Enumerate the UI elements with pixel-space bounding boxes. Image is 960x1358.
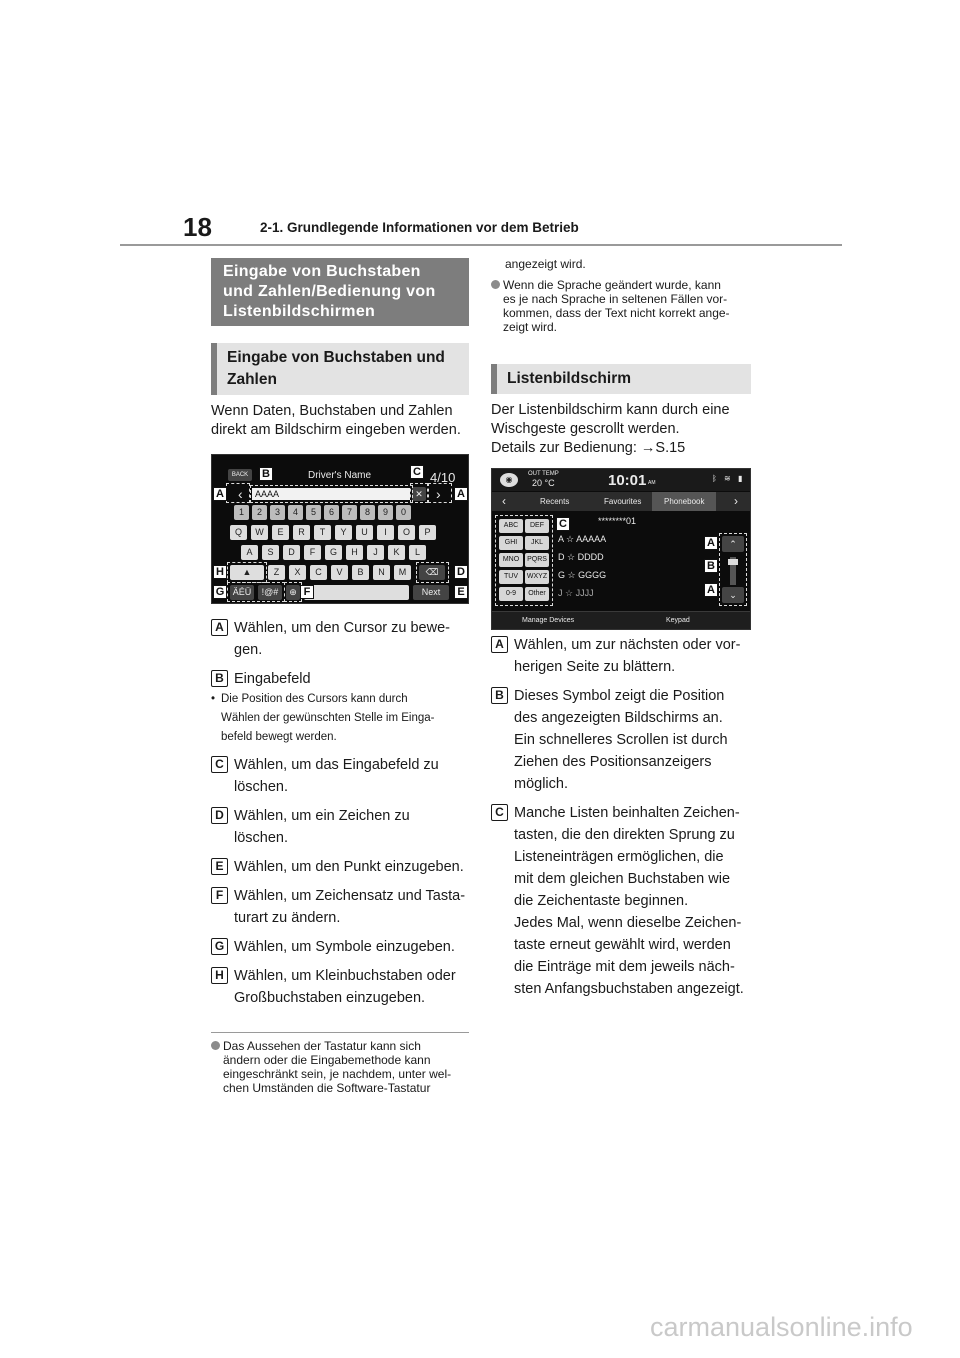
key-v[interactable]: V	[331, 565, 348, 580]
key-3[interactable]: 3	[270, 505, 285, 520]
key-o[interactable]: O	[398, 525, 415, 540]
key-b[interactable]: B	[352, 565, 369, 580]
tab-phonebook[interactable]: Phonebook	[664, 497, 705, 506]
callout-line: Eingabefeld	[234, 671, 311, 687]
clear-field-icon[interactable]: ✕	[412, 487, 426, 501]
note-line: kommen, dass der Text nicht korrekt ange-	[503, 306, 730, 320]
keyboard-screenshot	[211, 454, 469, 604]
globe-icon[interactable]: ⊕	[286, 585, 300, 600]
badge-c: C	[410, 465, 424, 479]
callout-b	[211, 668, 469, 690]
callout-line: Jedes Mal, wenn dieselbe Zeichen-	[514, 915, 742, 931]
callout-box-c-list	[495, 515, 553, 606]
right-callout-list	[491, 634, 751, 1000]
callout-badge: E	[211, 858, 228, 875]
list-item[interactable]: A ☆ AAAAA	[558, 534, 607, 544]
callout-line: Wählen, um Kleinbuchstaben oder	[234, 968, 456, 984]
callout-line: Wählen, um Zeichensatz und Tasta-	[234, 888, 466, 904]
letter-button-ghi[interactable]: GHI	[499, 536, 523, 550]
callout-line: Ziehen des Positionsanzeigers	[514, 754, 712, 770]
callout-line: löschen.	[234, 779, 289, 795]
outside-temp-value: 20 °C	[532, 478, 555, 488]
key-6[interactable]: 6	[324, 505, 339, 520]
continued-line: angezeigt wird.	[505, 257, 586, 271]
callout-d	[211, 805, 469, 849]
section-heading-line: Eingabe von Buchstaben	[223, 263, 421, 280]
key-n[interactable]: N	[373, 565, 390, 580]
key-j[interactable]: J	[367, 545, 384, 560]
symbols-key[interactable]: !@#	[258, 585, 282, 600]
running-header: 2-1. Grundlegende Informationen vor dem Betrieb	[260, 220, 579, 235]
callout-line: Wählen, um das Eingabefeld zu	[234, 757, 439, 773]
list-intro	[491, 401, 751, 458]
watermark: carmanualsonline.info	[650, 1312, 913, 1342]
page-number: 18	[183, 212, 212, 242]
page-down-icon[interactable]: ⌄	[722, 587, 744, 603]
note-line: Die Position des Cursors kann durch	[221, 693, 408, 705]
keyboard-intro	[211, 402, 469, 440]
callout-line: mit dem gleichen Buchstaben wie	[514, 871, 731, 887]
callout-line: Wählen, um Symbole einzugeben.	[234, 939, 455, 955]
badge-b: B	[259, 467, 273, 481]
cursor-left-icon[interactable]: ‹	[238, 486, 243, 502]
letter-button-pqrs[interactable]: PQRS	[525, 553, 549, 567]
bullet-dot	[491, 280, 500, 289]
badge-g: G	[213, 585, 227, 599]
callout-box-d	[416, 562, 449, 583]
callout-b-note	[211, 690, 469, 747]
callout-line: Großbuchstaben einzugeben.	[234, 990, 426, 1006]
cursor-right-icon[interactable]: ›	[436, 486, 441, 502]
key-r[interactable]: R	[293, 525, 310, 540]
phone-number: ********01	[598, 516, 637, 526]
subsection-heading-list	[491, 364, 751, 394]
callout-line: Wählen, um den Cursor zu bewe-	[234, 620, 450, 636]
clock: 10:01	[608, 472, 647, 489]
clock-am-pm: AM	[648, 480, 656, 486]
subsection-heading-keyboard	[211, 343, 469, 395]
badge-f: F	[300, 585, 314, 599]
badge-b-list: B	[704, 559, 718, 573]
manage-devices-button[interactable]: Manage Devices	[522, 617, 575, 624]
callout-a-list	[491, 634, 751, 678]
key-e[interactable]: E	[272, 525, 289, 540]
section-heading-line: und Zahlen/Bedienung von	[223, 283, 436, 300]
callout-line: taste erneut gewählt wird, werden	[514, 937, 731, 953]
key-4[interactable]: 4	[288, 505, 303, 520]
letter-button-tuv[interactable]: TUV	[499, 570, 523, 584]
tab-favourites[interactable]: Favourites	[604, 497, 642, 506]
badge-e: E	[454, 585, 468, 599]
intro-line: Wenn Daten, Buchstaben und Zahlen	[211, 403, 453, 419]
key-9[interactable]: 9	[378, 505, 393, 520]
intro-line: Details zur Bedienung: →S.15	[491, 440, 686, 456]
outside-temp-label: OUT TEMP	[528, 471, 559, 477]
home-icon[interactable]: ◉	[500, 473, 518, 487]
key-d[interactable]: D	[283, 545, 300, 560]
key-a[interactable]: A	[241, 545, 258, 560]
callout-line: Ein schnelleres Scrollen ist durch	[514, 732, 728, 748]
badge-c-list: C	[556, 517, 570, 531]
letter-button-other[interactable]: Other	[525, 587, 549, 601]
continued-text	[491, 257, 751, 271]
callout-line: sten Anfangsbuchstaben angezeigt.	[514, 981, 744, 997]
callout-box-scroll	[719, 533, 747, 606]
key-u[interactable]: U	[356, 525, 373, 540]
callout-badge: G	[211, 938, 228, 955]
key-x[interactable]: X	[289, 565, 306, 580]
section-heading-line: Listenbildschirmen	[223, 303, 376, 320]
badge-a-list-top: A	[704, 536, 718, 550]
key-m[interactable]: M	[394, 565, 411, 580]
note-line: befeld bewegt werden.	[221, 731, 337, 743]
callout-badge: D	[211, 807, 228, 824]
key-w[interactable]: W	[251, 525, 268, 540]
callout-f	[211, 885, 469, 929]
key-5[interactable]: 5	[306, 505, 321, 520]
list-item[interactable]: D ☆ DDDD	[558, 552, 604, 562]
callout-c-list	[491, 802, 751, 1000]
callout-badge: B	[491, 687, 508, 704]
subsection-heading-box	[211, 343, 469, 395]
key-z[interactable]: Z	[268, 565, 285, 580]
note-line: es je nach Sprache in seltenen Fällen vor-	[503, 292, 728, 306]
callout-line: turart zu ändern.	[234, 910, 341, 926]
subsection-heading-line: Eingabe von Buchstaben und	[227, 349, 445, 366]
next-key[interactable]: Next	[413, 585, 449, 600]
page-up-icon[interactable]: ⌃	[722, 536, 744, 552]
callout-badge: C	[491, 804, 508, 821]
intro-line: Der Listenbildschirm kann durch eine	[491, 402, 730, 418]
callout-box-c	[410, 483, 428, 503]
signal-icon: ▮	[738, 474, 743, 483]
note-divider	[211, 1032, 469, 1033]
language-note-text	[491, 278, 751, 334]
letter-button-0-9[interactable]: 0-9	[499, 587, 523, 601]
note-line: eingeschränkt sein, je nachdem, unter wel-	[223, 1067, 452, 1081]
badge-h: H	[213, 565, 227, 579]
intro-line: Wischgeste gescrollt werden.	[491, 421, 680, 437]
shift-key[interactable]: ▲	[230, 565, 264, 580]
callout-line: herigen Seite zu blättern.	[514, 659, 676, 675]
key-h[interactable]: H	[346, 545, 363, 560]
callout-box-a-left	[226, 483, 250, 503]
space-key[interactable]	[304, 585, 409, 600]
key-l[interactable]: L	[409, 545, 426, 560]
key-f[interactable]: F	[304, 545, 321, 560]
callout-line: Wählen, um den Punkt einzugeben.	[234, 859, 464, 875]
callout-a	[211, 617, 469, 661]
callout-badge: F	[211, 887, 228, 904]
callout-line: des angezeigten Bildschirms an.	[514, 710, 723, 726]
left-column	[211, 258, 469, 326]
subsection-heading-box: Listenbildschirm	[491, 364, 751, 394]
note-line: chen Umständen die Software-Tastatur	[223, 1081, 431, 1095]
badge-a-left: A	[213, 487, 227, 501]
key-1[interactable]: 1	[234, 505, 249, 520]
callout-badge: A	[211, 619, 228, 636]
callout-badge: C	[211, 756, 228, 773]
list-item[interactable]: G ☆ GGGG	[558, 570, 607, 580]
bluetooth-icon: ᛒ	[712, 474, 717, 483]
callout-line: Wählen, um zur nächsten oder vor-	[514, 637, 741, 653]
note-line: zeigt wird.	[503, 320, 558, 334]
key-q[interactable]: Q	[230, 525, 247, 540]
list-screenshot	[491, 468, 751, 630]
page-indicator: 4/10	[430, 470, 456, 485]
tab-recents[interactable]: Recents	[540, 497, 570, 506]
badge-a-right: A	[454, 487, 468, 501]
callout-line: die Zeichentaste beginnen.	[514, 893, 689, 909]
callout-line: löschen.	[234, 830, 289, 846]
key-g[interactable]: G	[325, 545, 342, 560]
callout-line: Listeneinträgen ermöglichen, die	[514, 849, 724, 865]
callout-b-list	[491, 685, 751, 795]
backspace-icon[interactable]: ⌫	[419, 565, 445, 580]
key-y[interactable]: Y	[335, 525, 352, 540]
header-divider	[120, 244, 842, 246]
callout-badge: H	[211, 967, 228, 984]
badge-d: D	[454, 565, 468, 579]
list-item[interactable]: J ☆ JJJJ	[558, 588, 594, 598]
key-c[interactable]: C	[310, 565, 327, 580]
callout-line: die Einträge mit dem jeweils näch-	[514, 959, 735, 975]
wifi-icon: ≋	[724, 474, 731, 483]
note-line: ändern oder die Eingabemethode kann	[223, 1053, 431, 1067]
key-7[interactable]: 7	[342, 505, 357, 520]
callout-box-h	[227, 562, 267, 583]
callout-g	[211, 936, 469, 958]
badge-a-list-bottom: A	[704, 583, 718, 597]
key-i[interactable]: I	[377, 525, 394, 540]
callout-c	[211, 754, 469, 798]
language-note	[491, 278, 751, 334]
callout-line: Dieses Symbol zeigt die Position	[514, 688, 725, 704]
left-callout-list	[211, 617, 469, 1009]
keyboard-note-text	[211, 1039, 469, 1095]
callout-line: tasten, die den direkten Sprung zu	[514, 827, 735, 843]
note-line: Wählen der gewünschten Stelle im Einga-	[221, 712, 435, 724]
letter-button-abc[interactable]: ABC	[499, 519, 523, 533]
input-value: AAAA	[255, 489, 280, 499]
key-p[interactable]: P	[419, 525, 436, 540]
callout-line: Wählen, um ein Zeichen zu	[234, 808, 410, 824]
key-s[interactable]: S	[262, 545, 279, 560]
callout-box-g	[227, 582, 285, 602]
bullet-dot	[211, 1041, 220, 1050]
bullet-mark: •	[211, 693, 216, 705]
tab-forward-icon[interactable]: ›	[734, 494, 738, 508]
key-0[interactable]: 0	[396, 505, 411, 520]
tab-back-icon[interactable]: ‹	[502, 494, 506, 508]
screen-title: Driver's Name	[308, 470, 372, 481]
charset-key[interactable]: ÄÉÜ	[230, 585, 254, 600]
callout-line: Manche Listen beinhalten Zeichen-	[514, 805, 740, 821]
back-button[interactable]: BACK	[228, 469, 252, 481]
callout-e	[211, 856, 469, 878]
key-8[interactable]: 8	[360, 505, 375, 520]
callout-box-b	[250, 485, 413, 503]
note-line: Das Aussehen der Tastatur kann sich	[223, 1039, 421, 1053]
keyboard-note	[211, 1032, 469, 1095]
callout-h	[211, 965, 469, 1009]
section-heading	[211, 258, 469, 326]
key-k[interactable]: K	[388, 545, 405, 560]
key-2[interactable]: 2	[252, 505, 267, 520]
intro-line: direkt am Bildschirm eingeben werden.	[211, 422, 461, 438]
callout-badge: A	[491, 636, 508, 653]
callout-badge: B	[211, 670, 228, 687]
note-line: Wenn die Sprache geändert wurde, kann	[503, 278, 721, 292]
keypad-button[interactable]: Keypad	[666, 617, 690, 624]
callout-box-a-right	[428, 483, 452, 503]
letter-button-jkl[interactable]: JKL	[525, 536, 549, 550]
callout-line: möglich.	[514, 776, 568, 792]
letter-button-wxyz[interactable]: WXYZ	[525, 570, 549, 584]
callout-line: gen.	[234, 642, 263, 658]
subsection-heading-line: Zahlen	[227, 371, 277, 388]
letter-button-mno[interactable]: MNO	[499, 553, 523, 567]
key-t[interactable]: T	[314, 525, 331, 540]
letter-button-def[interactable]: DEF	[525, 519, 549, 533]
